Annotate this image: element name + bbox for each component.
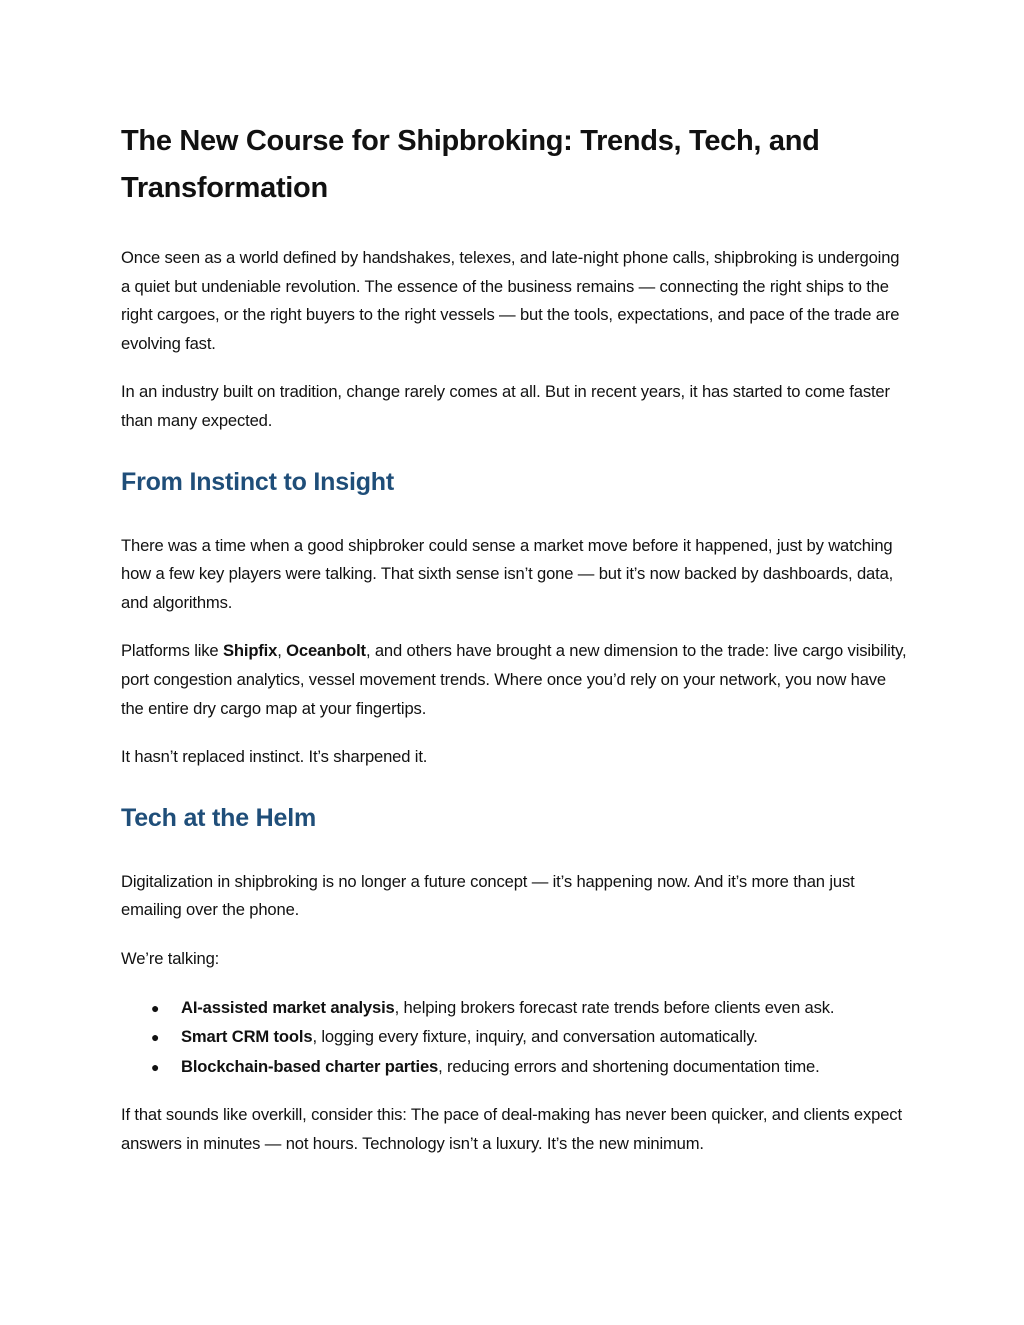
section2-paragraph-3: If that sounds like overkill, consider this: The pace of deal-making has never been quicker, and clients expect answers in minutes — not hours. Technology isn’t a luxury. It’s the new minimum.: [121, 1105, 902, 1153]
list-item-bold: AI-assisted market analysis: [181, 997, 395, 1017]
list-item: [121, 1053, 911, 1082]
shipfix-name: Shipfix: [222, 641, 278, 661]
list-item: [121, 994, 911, 1023]
platforms-suffix: , and others have brought a new dimension to the trade: live cargo visibility, port congestion analytics, vessel movement trends. Where once you’d rely on your network, you now have the entire dry cargo map at your fingertips.: [121, 641, 907, 718]
tech-list: [121, 994, 911, 1082]
section-heading-tech: Tech at the Helm: [121, 803, 316, 832]
bullet-icon: ●: [151, 1058, 160, 1075]
oceanbolt-name: Oceanbolt: [286, 641, 366, 661]
platforms-separator: ,: [277, 641, 287, 661]
list-item-text: , reducing errors and shortening documentation time.: [438, 1056, 820, 1076]
list-item-bold: Blockchain-based charter parties: [181, 1056, 439, 1076]
section2-paragraph-1: Digitalization in shipbroking is no longer a future concept — it’s happening now. And it’s more than just emailing over the phone.: [121, 871, 855, 920]
list-item-bold: Smart CRM tools: [181, 1027, 313, 1047]
section-heading-instinct: From Instinct to Insight: [121, 467, 394, 496]
bullet-icon: ●: [151, 999, 160, 1016]
platforms-prefix: Platforms like: [121, 641, 223, 661]
document-title: The New Course for Shipbroking: Trends, Tech, and Transformation: [121, 125, 820, 204]
section1-paragraph-1: There was a time when a good shipbroker could sense a market move before it happened, just by watching how a few key players were talking. That sixth sense isn’t gone — but it’s now backed by dashboards, data, and algorithms.: [121, 535, 894, 612]
list-item: [121, 1023, 911, 1052]
section1-paragraph-2: [121, 637, 911, 723]
intro-paragraph-1: Once seen as a world defined by handshakes, telexes, and late-night phone calls, shipbroking is undergoing a quiet but undeniable revolution. The essence of the business remains — connecting the right ships to the right cargoes, or the right buyers to the right vessels — but the tools, expectations, and pace of the trade are evolving fast.: [121, 248, 900, 353]
section2-paragraph-2: We’re talking:: [121, 948, 220, 968]
bullet-icon: ●: [151, 1029, 160, 1046]
list-item-text: , logging every fixture, inquiry, and conversation automatically.: [312, 1027, 758, 1047]
section1-paragraph-3: It hasn’t replaced instinct. It’s sharpened it.: [121, 747, 428, 767]
document-page: [121, 118, 911, 1178]
list-item-text: , helping brokers forecast rate trends before clients even ask.: [394, 997, 835, 1017]
intro-paragraph-2: In an industry built on tradition, change rarely comes at all. But in recent years, it has started to come faster than many expected.: [121, 382, 890, 430]
